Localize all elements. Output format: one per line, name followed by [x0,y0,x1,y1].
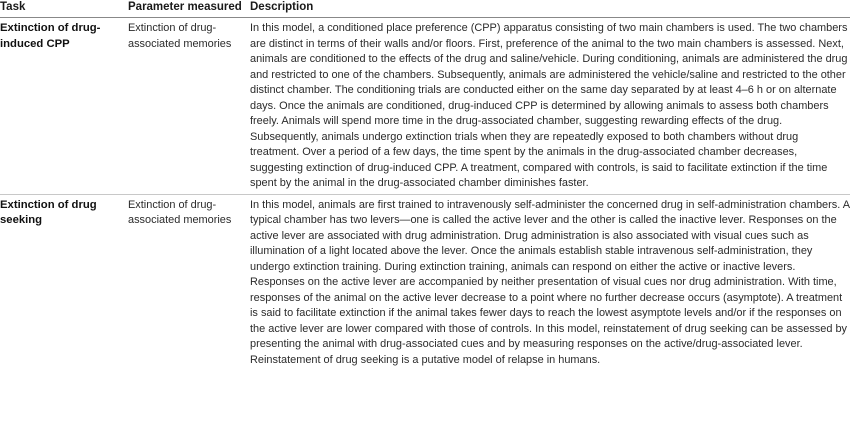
row-task: Extinction of drug-induced CPP [0,22,101,50]
header-parameter: Parameter measured [128,1,242,13]
row-description: In this model, a conditioned place preference (CPP) apparatus consisting of two main chambers is used. The two chambers are distinct in terms of their walls and/or floors. First, preference of the animal to the two main chambers is assessed. Next, animals are conditioned to the effects of the drug and saline/vehicle. During conditioning, animals are administered the drug and restricted to one of the chambers. Subsequently, animals are administered the vehicle/saline and restricted to the other distinct chamber. The conditioning trials are conducted either on the same day separated by at least 4–6 h or on alternate days. Once the animals are conditioned, drug-induced CPP is determined by allowing animals to assess both chambers freely. Animals will spend more time in the drug-associated chamber, suggesting rewarding effects of the drug. Subsequently, animals undergo extinction trials when they are repeatedly exposed to both chambers without drug treatment. Over a period of a few days, the time spent by the animals in the drug-associated chamber decreases, suggesting extinction of drug-induced CPP. A treatment, compared with controls, is said to facilitate extinction if the time spent by the animal in the drug-associated chamber diminishes faster. [250,22,848,189]
table-row [0,194,850,370]
table-row [0,18,850,195]
row-parameter: Extinction of drug-associated memories [128,22,232,50]
table-header [0,0,850,18]
table-body [0,18,850,371]
row-parameter: Extinction of drug-associated memories [128,198,232,226]
row-description: In this model, animals are first trained to intravenously self-administer the concerned drug in self-administration chambers. A typical chamber has two levers—one is called the active lever and the other is called the inactive lever. Responses on the active lever are associated with drug administration. Drug administration is also associated with visual cues such as illumination of a light located above the lever. Once the animals establish stable intravenous self-administration, they undergo extinction training. During extinction training, animals can respond on either the active or inactive levers. Responses on the active lever are accompanied by neither presentation of visual cues nor drug administration. With time, responses of the animal on the active lever decrease to a point where no further decrease occurs (asymptote). A treatment is said to facilitate extinction if the animal takes fewer days to reach the lowest asymptote levels and/or if the responses on the active lever are lower compared with those of controls. In this model, reinstatement of drug seeking can be assessed by presenting the animal with drug-associated cues and by measuring responses on the active/drug-associated lever. Reinstatement of drug seeking is a putative model of relapse in humans. [250,198,850,366]
header-description: Description [250,1,314,13]
row-task: Extinction of drug seeking [0,198,97,226]
header-task: Task [0,1,26,13]
header-row [0,0,850,18]
